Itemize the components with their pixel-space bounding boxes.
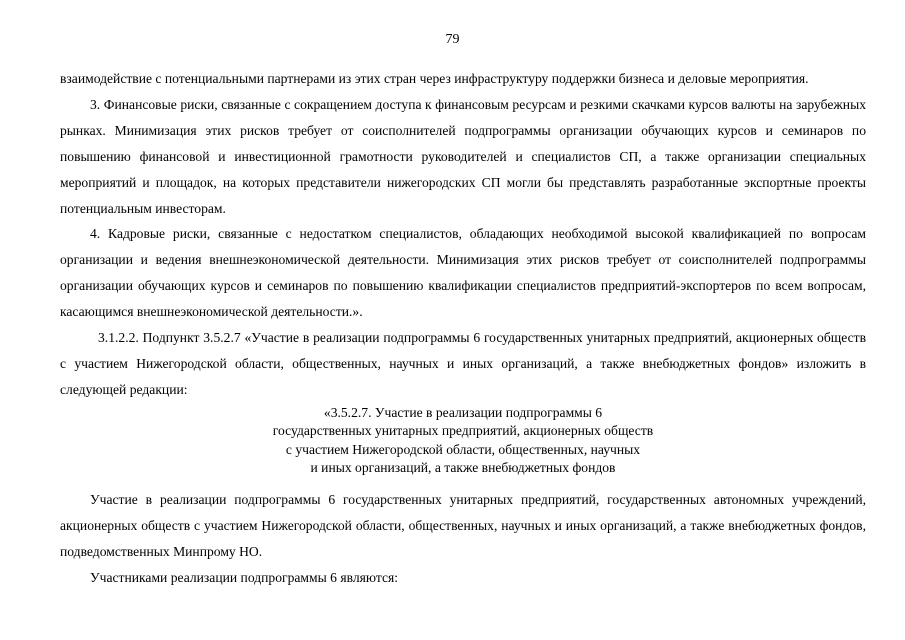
paragraph-partners-continuation: взаимодействие с потенциальными партнерами из этих стран через инфраструктуру поддержки бизнеса и деловые мероприятия.	[60, 71, 809, 86]
paragraph-personnel-risks: 4. Кадровые риски, связанные с недостатком специалистов, обладающих необходимой высокой квалификацией по вопросам организации и ведения внешнеэкономической деятельности. Минимизация этих рисков требует от соисполнителей подпрограммы организации обучающих курсов и семинаров по повышению квалификации специалистов предприятий-экспортеров по всем вопросам, касающимся внешнеэкономической деятельности.».	[60, 226, 866, 320]
paragraph-participants-intro: Участниками реализации подпрограммы 6 являются:	[90, 569, 399, 585]
section-heading-3-5-2-7	[60, 404, 866, 478]
paragraph-subclause-amendment: 3.1.2.2. Подпункт 3.5.2.7 «Участие в реализации подпрограммы 6 государственных унитарных предприятий, акционерных обществ с участием Нижегородской области, общественных, научных и иных организаций, а также внебюджетных фондов» изложить в следующей редакции:	[60, 330, 866, 397]
document-body	[60, 66, 866, 590]
heading-line-4: и иных организаций, а также внебюджетных фондов	[310, 460, 616, 476]
paragraph-participation: Участие в реализации подпрограммы 6 государственных унитарных предприятий, государственных автономных учреждений, акционерных обществ с участием Нижегородской области, общественных, научных и иных организаций, а также внебюджетных фондов, подведомственных Минпрому НО.	[60, 491, 866, 559]
heading-line-2: государственных унитарных предприятий, акционерных обществ	[272, 423, 654, 439]
heading-line-1: «3.5.2.7. Участие в реализации подпрограммы 6	[323, 404, 603, 420]
page-number: 79	[445, 32, 460, 47]
heading-line-3: с участием Нижегородской области, общественных, научных	[285, 441, 641, 457]
paragraph-financial-risks: 3. Финансовые риски, связанные с сокращением доступа к финансовым ресурсам и резкими скачками курсов валюты на зарубежных рынках. Минимизация этих рисков требует от соисполнителей подпрограммы организации обучающих курсов и семинаров по повышению финансовой и инвестиционной грамотности руководителей и специалистов СП, а также организации специальных мероприятий и площадок, на которых представители нижегородских СП могли бы представлять разработанные экспортные проекты потенциальным инвесторам.	[60, 96, 866, 216]
